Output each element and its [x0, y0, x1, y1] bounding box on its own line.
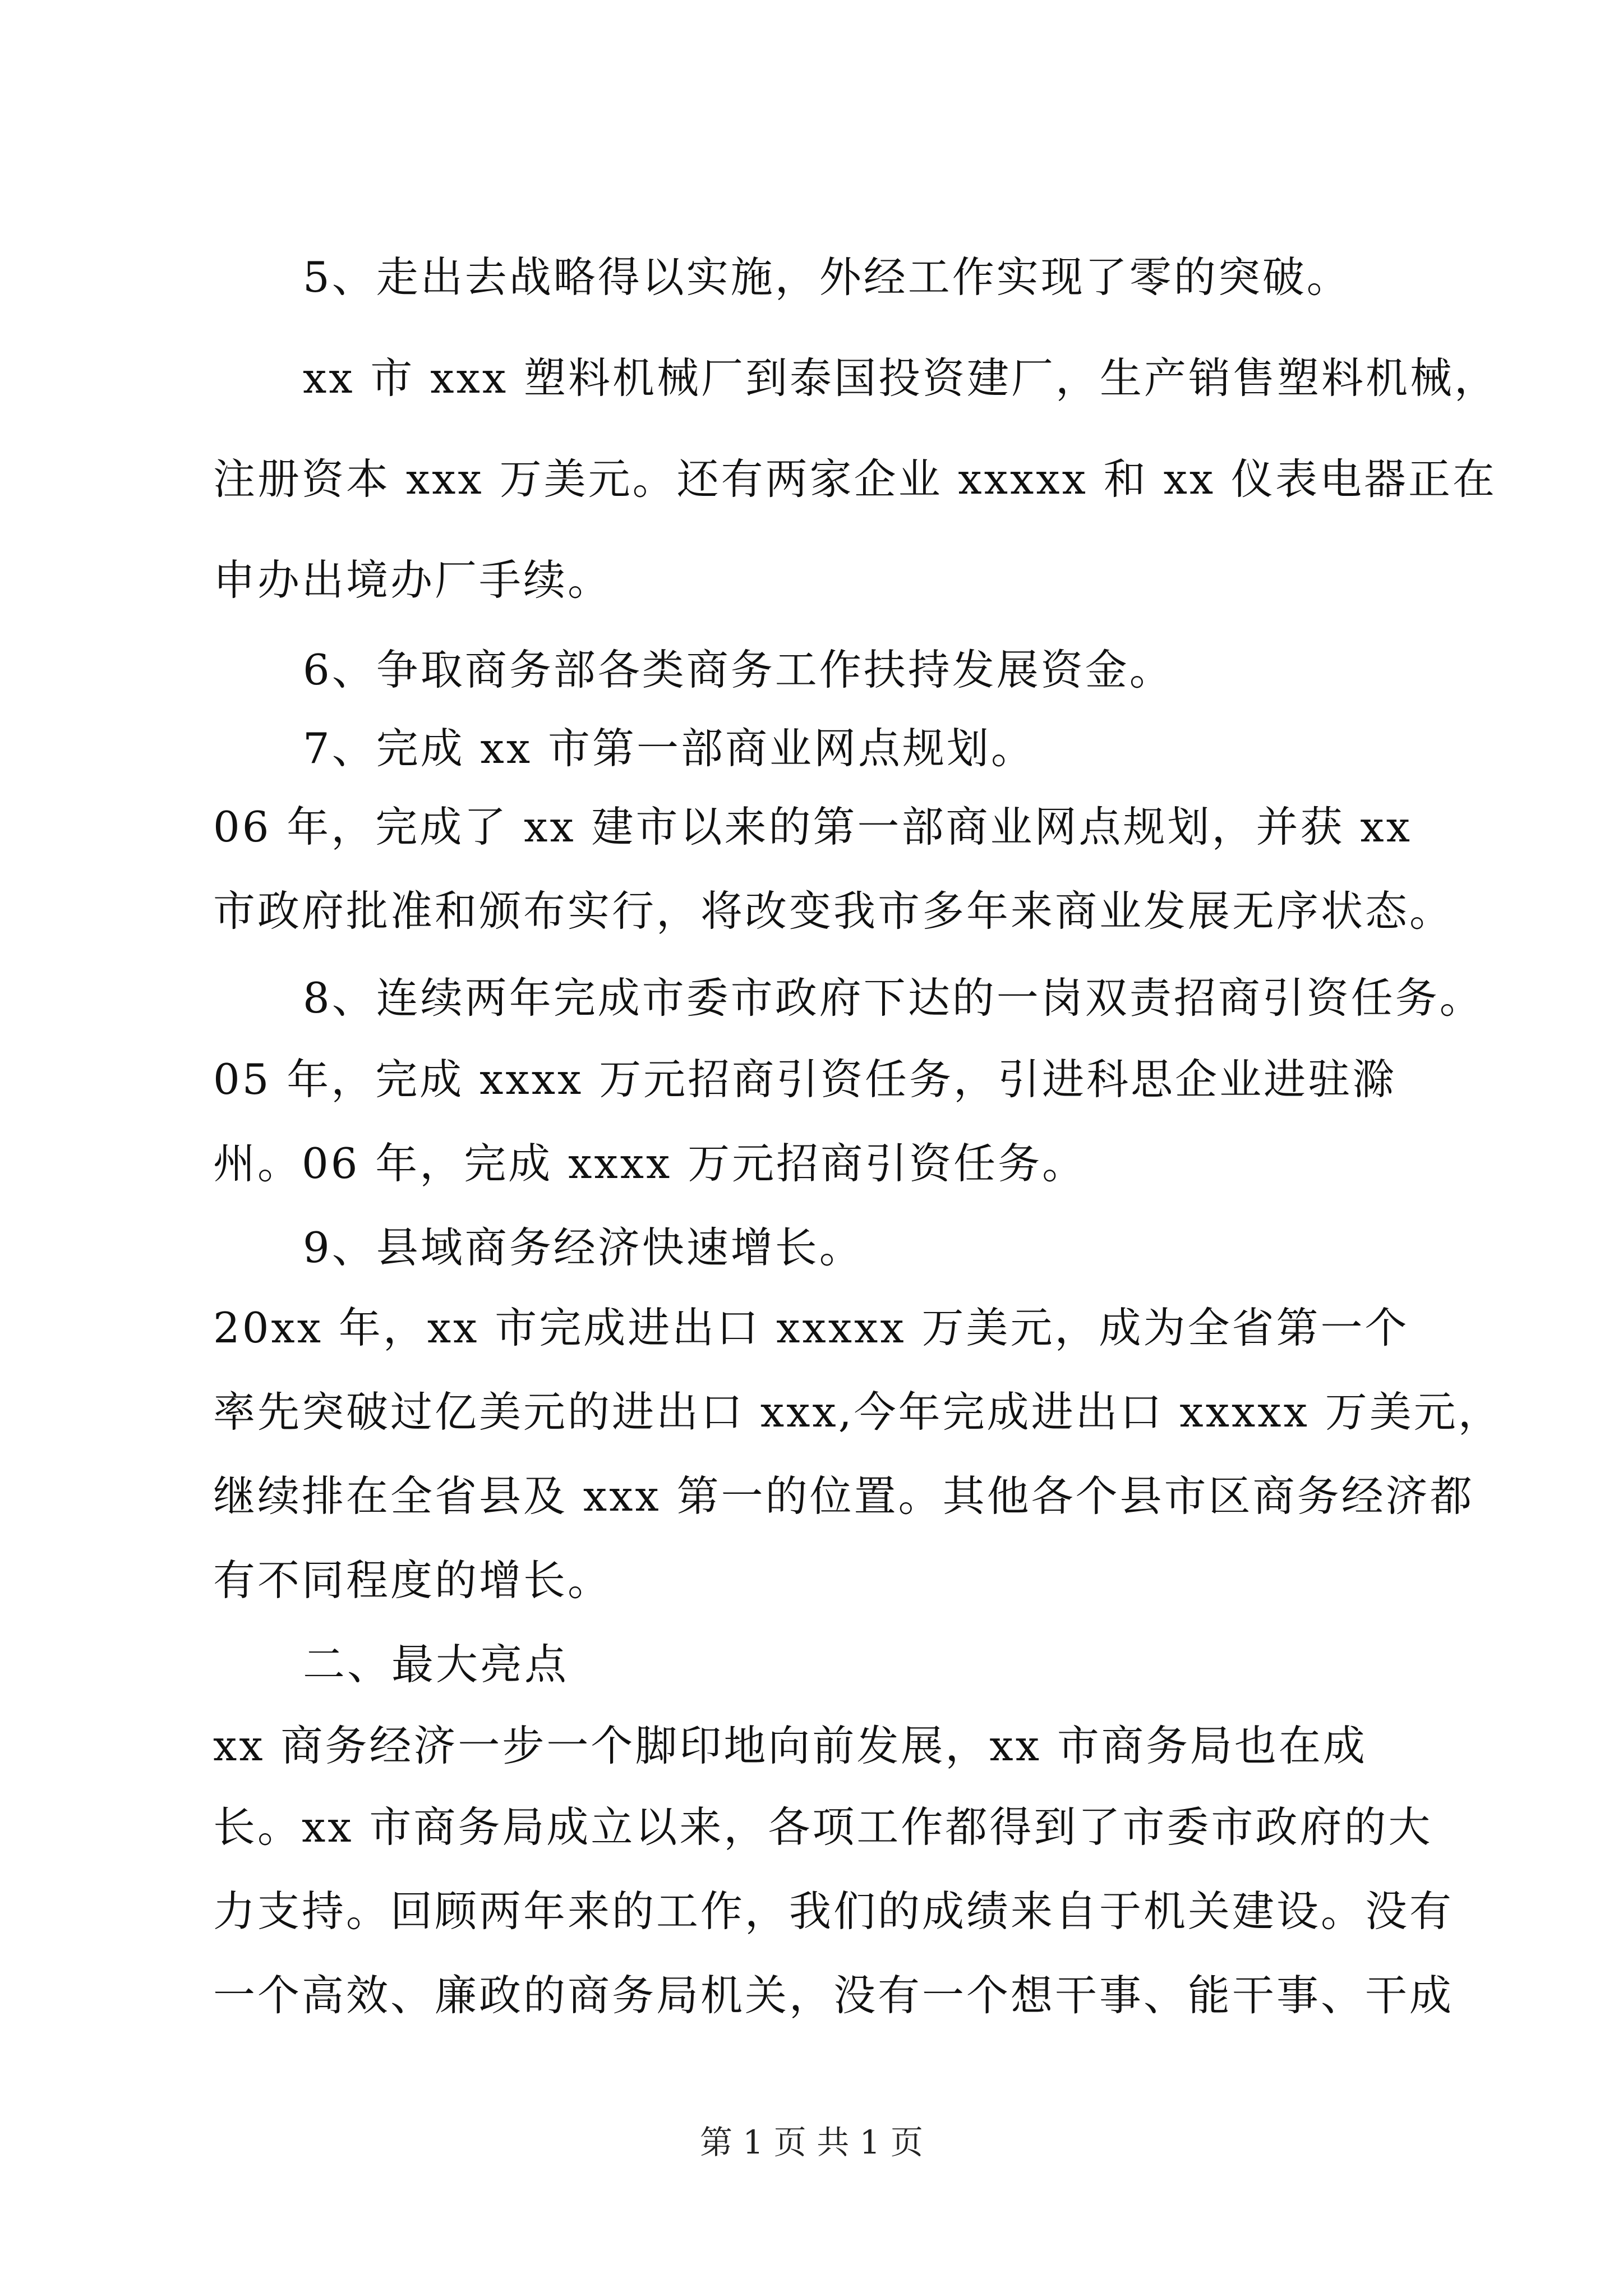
text-line: xx 市 xxx 塑料机械厂到泰国投资建厂，生产销售塑料机械，: [303, 353, 1499, 403]
text-line: 9、县域商务经济快速增长。: [303, 1223, 864, 1272]
text-line: 率先突破过亿美元的进出口 xxx,今年完成进出口 xxxxx 万美元，: [213, 1387, 1502, 1437]
section-heading: 二、最大亮点: [303, 1640, 569, 1689]
text-line: 力支持。回顾两年来的工作，我们的成绩来自于机关建设。没有: [213, 1887, 1454, 1936]
text-line: 20xx 年，xx 市完成进出口 xxxxx 万美元，成为全省第一个: [213, 1303, 1409, 1352]
page-number-footer: 第 1 页 共 1 页: [700, 2123, 923, 2161]
text-line: 06 年，完成了 xx 建市以来的第一部商业网点规划，并获 xx: [213, 802, 1412, 852]
text-line: 注册资本 xxx 万美元。还有两家企业 xxxxx 和 xx 仪表电器正在: [213, 454, 1497, 504]
text-line: 市政府批准和颁布实行，将改变我市多年来商业发展无序状态。: [213, 886, 1454, 936]
text-line: 6、争取商务部各类商务工作扶持发展资金。: [303, 645, 1174, 694]
text-line: 7、完成 xx 市第一部商业网点规划。: [303, 724, 1035, 773]
text-line: 一个高效、廉政的商务局机关，没有一个想干事、能干事、干成: [213, 1971, 1454, 2020]
text-line: 申办出境办厂手续。: [213, 555, 612, 605]
text-line: 8、连续两年完成市委市政府下达的一岗双责招商引资任务。: [303, 973, 1484, 1023]
text-line: 有不同程度的增长。: [213, 1556, 612, 1605]
text-line: 继续排在全省县及 xxx 第一的位置。其他各个县市区商务经济都: [213, 1471, 1474, 1521]
text-line: 长。xx 市商务局成立以来，各项工作都得到了市委市政府的大: [213, 1802, 1433, 1852]
text-line: 州。06 年，完成 xxxx 万元招商引资任务。: [213, 1139, 1087, 1188]
text-line: 5、走出去战略得以实施，外经工作实现了零的突破。: [303, 252, 1351, 302]
text-line: 05 年，完成 xxxx 万元招商引资任务，引进科思企业进驻滁: [213, 1055, 1397, 1104]
text-line: xx 商务经济一步一个脚印地向前发展，xx 市商务局也在成: [213, 1721, 1367, 1770]
